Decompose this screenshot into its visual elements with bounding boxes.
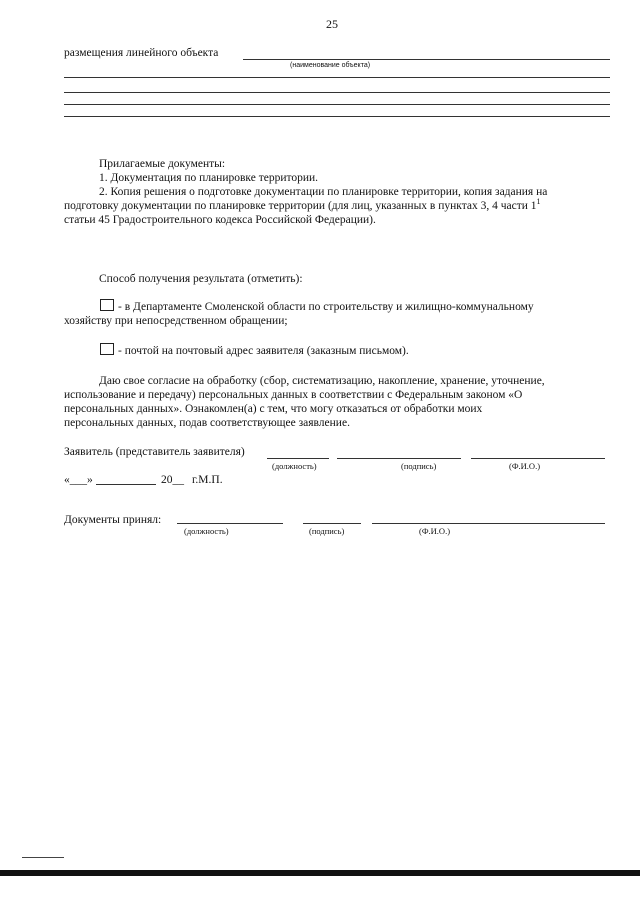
date-stamp-label: г.М.П.: [192, 474, 223, 486]
applicant-signature-field-line[interactable]: [337, 458, 461, 459]
page-number: 25: [326, 17, 338, 31]
option-department-line-1: - в Департаменте Смоленской области по строительству и жилищно-коммунальному: [118, 301, 534, 313]
date-day: «___»: [64, 474, 93, 486]
footnote-separator: [22, 857, 64, 858]
blank-line[interactable]: [64, 104, 610, 105]
option-department-line-2: хозяйству при непосредственном обращении;: [64, 315, 288, 327]
option-mail-label: - почтой на почтовый адрес заявителя (заказным письмом).: [118, 345, 409, 357]
applicant-name-caption: (Ф.И.О.): [509, 461, 541, 471]
accepted-position-caption: (должность): [184, 526, 229, 536]
object-name-caption: (наименование объекта): [290, 62, 371, 69]
applicant-label: Заявитель (представитель заявителя): [64, 446, 245, 458]
date-year: 20__: [161, 474, 184, 486]
accepted-position-field-line[interactable]: [177, 523, 283, 524]
result-method-title: Способ получения результата (отметить):: [99, 273, 303, 285]
accepted-signature-field-line[interactable]: [303, 523, 361, 524]
applicant-signature-caption: (подпись): [401, 461, 437, 471]
attachment-item-2-line-3: статьи 45 Градостроительного кодекса Российской Федерации).: [64, 214, 376, 226]
blank-line[interactable]: [64, 92, 610, 93]
option-department-checkbox[interactable]: [100, 299, 114, 311]
consent-line-3: персональных данных». Ознакомлен(а) с тем, что могу отказаться от обработки моих: [64, 403, 483, 415]
blank-line[interactable]: [64, 77, 610, 78]
object-name-field-line[interactable]: [243, 59, 610, 60]
attachment-item-2-line-2: подготовку документации по планировке территории (для лиц, указанных в пунктах 3, 4 части $1^1$: [64, 197, 541, 212]
object-label: размещения линейного объекта: [64, 47, 219, 59]
applicant-position-field-line[interactable]: [267, 458, 329, 459]
accepted-label: Документы принял:: [64, 514, 162, 526]
date-month-field-line[interactable]: [96, 484, 156, 485]
scan-border-bar: [0, 870, 640, 876]
consent-line-2: использование и передачу) персональных данных в соответствии с Федеральным законом «О: [64, 389, 523, 401]
attachment-item-1: 1. Документация по планировке территории.: [99, 172, 319, 184]
option-mail-checkbox[interactable]: [100, 343, 114, 355]
applicant-name-field-line[interactable]: [471, 458, 605, 459]
applicant-position-caption: (должность): [272, 461, 317, 471]
attachments-title: Прилагаемые документы:: [99, 158, 226, 170]
footnote-marker: 1: [536, 197, 541, 207]
consent-line-1: Даю свое согласие на обработку (сбор, систематизацию, накопление, хранение, уточнение,: [99, 375, 545, 387]
blank-line[interactable]: [64, 116, 610, 117]
accepted-signature-caption: (подпись): [309, 526, 345, 536]
accepted-name-field-line[interactable]: [372, 523, 605, 524]
attachment-item-2-line-1: 2. Копия решения о подготовке документации по планировке территории, копия задания на: [99, 186, 548, 198]
consent-line-4: персональных данных, подав соответствующее заявление.: [64, 417, 350, 429]
accepted-name-caption: (Ф.И.О.): [419, 526, 451, 536]
